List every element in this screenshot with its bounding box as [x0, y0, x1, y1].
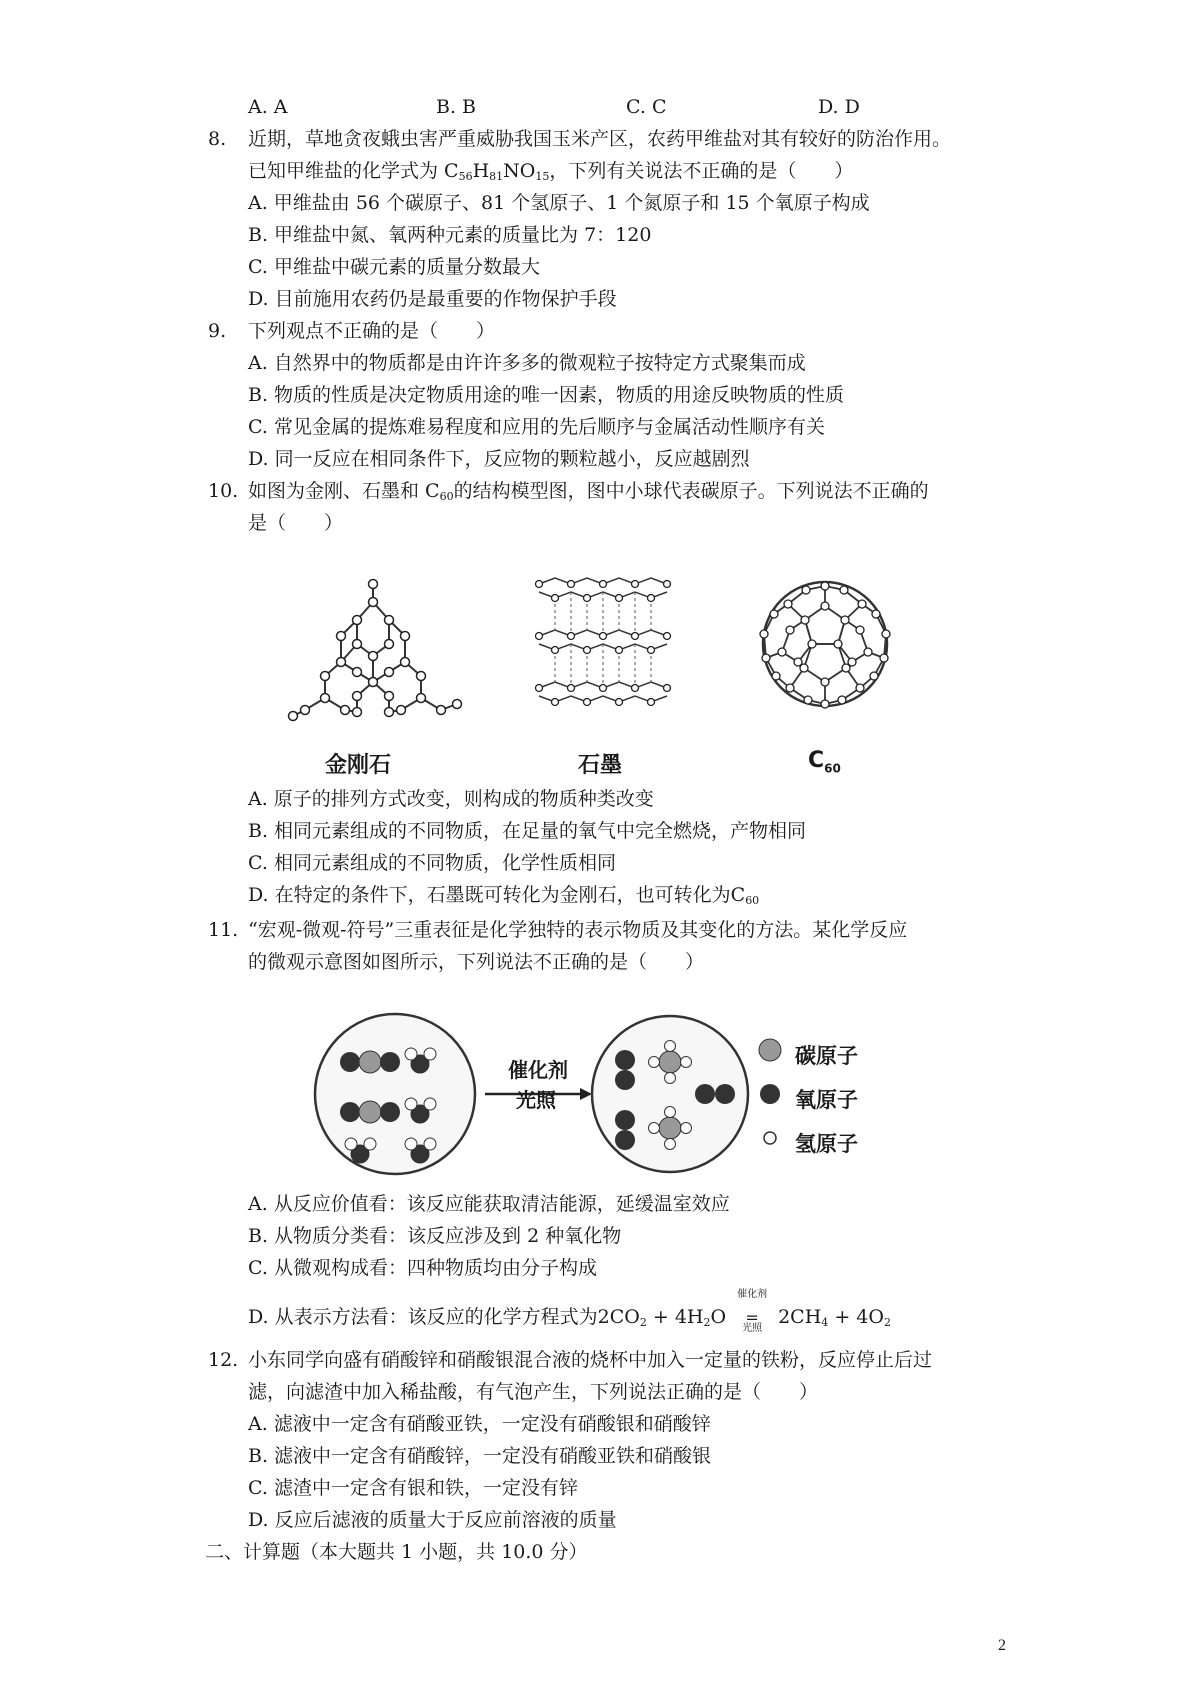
page-number: 2	[998, 1637, 1006, 1654]
q7-option-c: C. C	[626, 96, 667, 118]
q10-number: 10.	[208, 480, 239, 502]
q10-stem-line1: 如图为金刚、石墨和 $C_{60}$的结构模型图，图中小球代表碳原子。下列说法不正确的	[248, 480, 929, 503]
section-heading-calculation: 二、计算题（本大题共 1 小题，共 10.0 分）	[205, 1541, 588, 1563]
q9-option-a: A. 自然界中的物质都是由许许多多的微观粒子按特定方式聚集而成	[248, 352, 806, 374]
q12-option-d: D. 反应后滤液的质量大于反应前溶液的质量	[248, 1509, 617, 1531]
legend-carbon-atom: 碳原子	[795, 1044, 858, 1068]
q9-option-c: C. 常见金属的提炼难易程度和应用的先后顺序与金属活动性顺序有关	[248, 416, 825, 438]
q10-option-b: B. 相同元素组成的不同物质，在足量的氧气中完全燃烧，产物相同	[248, 820, 807, 842]
q11-stem-line1: “宏观-微观-符号”三重表征是化学独特的表示物质及其变化的方法。某化学反应	[248, 919, 908, 941]
q8-option-c: C. 甲维盐中碳元素的质量分数最大	[248, 256, 540, 278]
legend-hydrogen-atom: 氢原子	[795, 1132, 858, 1156]
q9-stem: 下列观点不正确的是（ ）	[248, 320, 496, 342]
c60-structure-diagram	[750, 566, 900, 726]
q7-option-a: A. A	[248, 96, 288, 118]
q10-stem-line2: 是（ ）	[248, 512, 344, 534]
q9-option-d: D. 同一反应在相同条件下，反应物的颗粒越小，反应越剧烈	[248, 448, 750, 470]
q11-number: 11.	[208, 919, 239, 941]
q8-stem-line1: 近期，草地贪夜蛾虫害严重威胁我国玉米产区，农药甲维盐对其有较好的防治作用。	[248, 128, 952, 150]
q11-option-a: A. 从反应价值看：该反应能获取清洁能源，延缓温室效应	[248, 1193, 730, 1215]
q12-stem-line2: 滤，向滤渣中加入稀盐酸，有气泡产生，下列说法正确的是（ ）	[248, 1381, 819, 1403]
q10-option-a: A. 原子的排列方式改变，则构成的物质种类改变	[248, 788, 654, 810]
q7-option-d: D. D	[818, 96, 860, 118]
q12-option-a: A. 滤液中一定含有硝酸亚铁，一定没有硝酸银和硝酸锌	[248, 1413, 711, 1435]
graphite-structure-diagram	[535, 570, 675, 735]
c60-caption: $C_{60}$	[808, 748, 841, 776]
q9-option-b: B. 物质的性质是决定物质用途的唯一因素，物质的用途反映物质的性质	[248, 384, 845, 406]
q8-number: 8.	[208, 128, 227, 150]
diamond-structure-diagram	[285, 572, 475, 732]
q8-stem-line2: 已知甲维盐的化学式为 $C_{56}H_{81}NO_{15}$，下列有关说法不正确的是（ ）	[248, 160, 854, 183]
q12-option-b: B. 滤液中一定含有硝酸锌，一定没有硝酸亚铁和硝酸银	[248, 1445, 712, 1467]
q11-option-c: C. 从微观构成看：四种物质均由分子构成	[248, 1257, 597, 1279]
q10-option-c: C. 相同元素组成的不同物质，化学性质相同	[248, 852, 616, 874]
q8-option-d: D. 目前施用农药仍是最重要的作物保护手段	[248, 288, 617, 310]
q11-stem-line2: 的微观示意图如图所示，下列说法不正确的是（ ）	[248, 951, 705, 973]
diamond-caption: 金刚石	[325, 753, 392, 778]
q11-option-b: B. 从物质分类看：该反应涉及到 2 种氧化物	[248, 1225, 622, 1247]
q7-option-b: B. B	[436, 96, 477, 118]
chemical-equation: $2CO_2 + 4H_2O$ 催化剂 = 光照 $2CH_4 + 4O_2$	[597, 1289, 891, 1334]
q11-option-d: D. 从表示方法看：该反应的化学方程式为$2CO_2 + 4H_2O$ 催化剂 = 光照 $2CH_4 + 4O_2$	[248, 1289, 891, 1334]
q12-number: 12.	[208, 1349, 239, 1371]
q12-option-c: C. 滤渣中一定含有银和铁，一定没有锌	[248, 1477, 578, 1499]
legend-oxygen-atom: 氧原子	[795, 1088, 858, 1112]
arrow-label-light: 光照	[516, 1088, 556, 1112]
q8-option-b: B. 甲维盐中氮、氧两种元素的质量比为 7：120	[248, 224, 652, 246]
q12-stem-line1: 小东同学向盛有硝酸锌和硝酸银混合液的烧杯中加入一定量的铁粉，反应停止后过	[248, 1349, 933, 1371]
q8-option-a: A. 甲维盐由 56 个碳原子、81 个氢原子、1 个氮原子和 15 个氧原子构成	[248, 192, 870, 214]
q9-number: 9.	[208, 320, 227, 342]
q10-option-d: D. 在特定的条件下，石墨既可转化为金刚石，也可转化为$C_{60}$	[248, 884, 760, 907]
graphite-caption: 石墨	[578, 753, 623, 778]
arrow-label-catalyst: 催化剂	[508, 1058, 568, 1082]
